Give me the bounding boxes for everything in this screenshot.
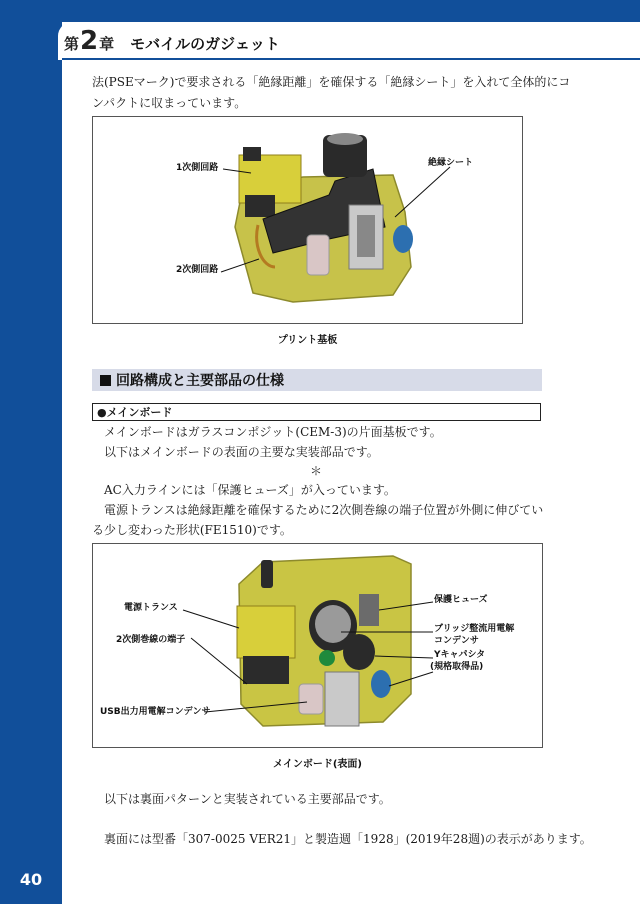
section-title: 回路構成と主要部品の仕様 (116, 373, 284, 389)
usb-port (357, 215, 375, 257)
chapter-number: 2 (80, 26, 99, 56)
fuse-body (359, 594, 379, 626)
label-transformer: 電源トランス (124, 603, 178, 613)
header-rule (62, 58, 640, 60)
subsection-title: ●メインボード (97, 406, 173, 419)
label-secondary-circuit: 2次側回路 (176, 265, 219, 275)
intro-line-1: 法(PSEマーク)で要求される「絶縁距離」を確保する「絶縁シート」を入れて全体的にコ (92, 75, 571, 89)
label-insulation-sheet: 絶縁シート (428, 158, 474, 168)
label-usb-cap: USB出力用電解コンデンサ (100, 707, 211, 717)
section-square-icon (100, 375, 111, 386)
label-primary-circuit: 1次側回路 (176, 163, 219, 173)
mainboard-usb (325, 672, 359, 726)
page-number: 40 (19, 870, 43, 889)
bridge-cap-top (315, 605, 351, 643)
chapter-prefix: 第 (64, 35, 80, 53)
chapter-header (64, 28, 280, 58)
intro-line-2: ンパクトに収まっています。 (92, 96, 247, 110)
pcb-photo-illustration (93, 117, 522, 323)
usb-output-cap (299, 684, 323, 714)
mainboard-y-cap (371, 670, 391, 698)
figure1-caption: プリント基板 (277, 335, 338, 346)
subsection-heading (92, 403, 541, 421)
transformer-bottom (243, 656, 289, 684)
mainboard-transformer (237, 606, 295, 658)
y-capacitor (393, 225, 413, 253)
chapter-title: モバイルのガジェット (130, 35, 280, 53)
bridge-cap-small (343, 634, 375, 670)
body-p2: 以下はメインボードの表面の主要な実装部品です。 (104, 445, 379, 459)
small-cap-left (261, 560, 273, 588)
footer-p6: 裏面には型番「307-0025 VER21」と製造週「1928」(2019年28週)の表示があります。 (104, 832, 592, 846)
body-p3: AC入力ラインには「保護ヒューズ」が入っています。 (104, 483, 396, 497)
header-band (0, 0, 640, 22)
figure-pcb-frame (92, 116, 523, 324)
output-capacitor (307, 235, 329, 275)
callout-line-insulation (395, 167, 450, 217)
body-p4-line1: 電源トランスは絶縁距離を確保するために2次側巻線の端子位置が外側に伸びてい (104, 503, 544, 517)
label-bridge-cap-2: コンデンサ (434, 636, 479, 646)
body-asterisk: ＊ (310, 464, 323, 478)
callout-line-transformer (183, 610, 239, 628)
label-ycap-2: (規格取得品) (430, 662, 484, 672)
section-heading (92, 369, 542, 391)
chapter-suffix: 章 (99, 35, 115, 53)
label-bridge-cap-1: ブリッジ整流用電解 (434, 624, 515, 634)
transformer-core (243, 147, 261, 161)
side-band (0, 0, 62, 904)
label-ycap-1: Yキャパシタ (434, 650, 486, 660)
body-p1: メインボードはガラスコンポジット(CEM-3)の片面基板です。 (104, 425, 442, 439)
green-component (319, 650, 335, 666)
label-secondary-terminal: 2次側巻線の端子 (116, 635, 186, 645)
label-fuse: 保護ヒューズ (434, 595, 488, 605)
footer-p5: 以下は裏面パターンと実装されている主要部品です。 (104, 792, 391, 806)
figure2-caption: メインボード(表面) (273, 759, 362, 770)
transformer-base (245, 195, 275, 217)
body-p4-line2: る少し変わった形状(FE1510)です。 (92, 523, 292, 537)
capacitor-top-cap (327, 133, 363, 145)
